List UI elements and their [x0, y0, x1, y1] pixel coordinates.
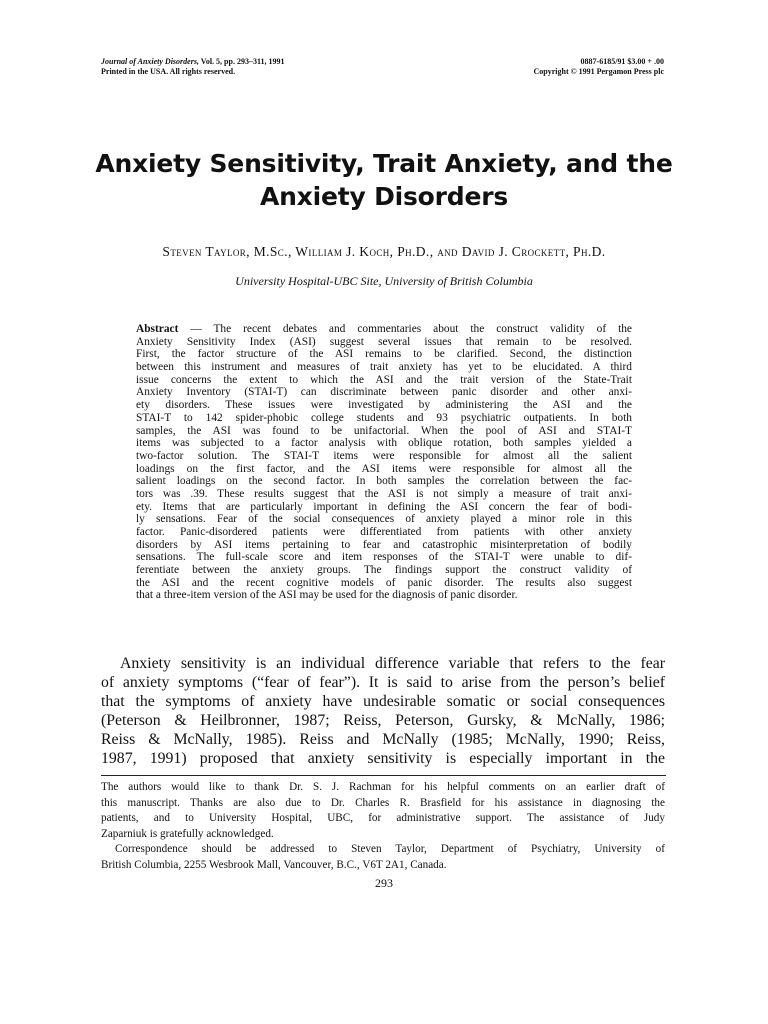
- title-line-2: Anxiety Disorders: [259, 182, 509, 211]
- abstract-line: samples, the ASI was found to be unifactorial. When the pool of ASI and STAI-T: [136, 424, 632, 437]
- abstract-line: loadings on the first factor, and the ASI items were responsible for almost all the: [136, 462, 632, 475]
- footnote-divider: [101, 775, 666, 776]
- affiliation: University Hospital-UBC Site, University of British Columbia: [235, 274, 533, 288]
- abstract-label: Abstract: [136, 323, 179, 335]
- footnote-line: patients, and to University Hospital, UBC, for administrative support. The assistance of Judy: [101, 812, 665, 825]
- footnote-line: Zaparniuk is gratefully acknowledged.: [101, 827, 274, 840]
- abstract-line: ly sensations. Fear of the social consequences of anxiety played a minor role in this: [136, 513, 632, 526]
- abstract-line: issue concerns the extent to which the ASI and the trait version of the State-Trait: [136, 373, 632, 386]
- footnote: [101, 780, 665, 874]
- abstract-line: Anxiety Sensitivity Index (ASI) suggest several issues that remain to be resolved.: [136, 335, 632, 348]
- footnote-line: The authors would like to thank Dr. S. J. Rachman for his helpful comments on an earlier draft of: [101, 781, 665, 793]
- abstract-line: two-factor solution. The STAI-T items were responsible for almost all the salient: [136, 449, 632, 462]
- journal-name: Journal of Anxiety Disorders,: [101, 57, 199, 66]
- printed-notice: Printed in the USA. All rights reserved.: [101, 67, 236, 76]
- body-line: Reiss & McNally, 1985). Reiss and McNally (1985; McNally, 1990; Reiss,: [101, 731, 665, 748]
- journal-citation-header: [101, 57, 285, 77]
- body-line: that the symptoms of anxiety have undesirable somatic or social consequences: [101, 693, 665, 710]
- abstract-line: First, the factor structure of the ASI remains to be clarified. Second, the distinction: [136, 348, 632, 361]
- abstract-line: ferentiate between the anxiety groups. The findings support the construct validity of: [136, 564, 632, 577]
- body-line: Anxiety sensitivity is an individual difference variable that refers to the fear: [120, 655, 665, 672]
- abstract-line: Anxiety Inventory (STAI-T) can discriminate between panic disorder and other anxi-: [136, 386, 632, 399]
- author-list: Steven Taylor, M.Sc., William J. Koch, Ph.D., and David J. Crockett, Ph.D.: [162, 244, 606, 259]
- abstract: [136, 323, 632, 602]
- abstract-line: salient loadings on the second factor. In both samples the correlation between the fac-: [136, 475, 632, 488]
- price-code: 0887-6185/91 $3.00 + .00: [580, 57, 664, 66]
- abstract-line: STAI-T to 142 spider-phobic college students and 93 psychiatric outpatients. In both: [136, 411, 632, 424]
- paper-title: [80, 147, 688, 213]
- body-line: (Peterson & Heilbronner, 1987; Reiss, Peterson, Gursky, & McNally, 1986;: [101, 712, 665, 729]
- title-line-1: Anxiety Sensitivity, Trait Anxiety, and the: [95, 149, 673, 178]
- footnote-line: this manuscript. Thanks are also due to Dr. Charles R. Brasfield for his assistance in diagnosing the: [101, 796, 665, 809]
- journal-details: Vol. 5, pp. 293–311, 1991: [198, 57, 285, 66]
- abstract-line: ety disorders. These issues were investigated by administering the ASI and the: [136, 399, 632, 412]
- copyright-header: [534, 57, 664, 77]
- body-line: of anxiety symptoms (“fear of fear”). It is said to arise from the person’s belief: [101, 674, 665, 691]
- abstract-line: items was subjected to a factor analysis with oblique rotation, both samples yielded a: [136, 437, 632, 450]
- footnote-line: Correspondence should be addressed to Steven Taylor, Department of Psychiatry, University of: [115, 843, 665, 856]
- abstract-line: tors was .39. These results suggest that the ASI is not simply a measure of trait anxi-: [136, 487, 632, 500]
- footnote-line: British Columbia, 2255 Wesbrook Mall, Vancouver, B.C., V6T 2A1, Canada.: [101, 858, 447, 871]
- copyright-notice: Copyright © 1991 Pergamon Press plc: [533, 67, 664, 76]
- abstract-line: disorders by ASI items pertaining to fear and catastrophic misinterpretation of bodily: [136, 538, 632, 551]
- body-line: 1987, 1991) proposed that anxiety sensitivity is especially important in the: [101, 750, 665, 767]
- abstract-line: ety. Items that are particularly important in defining the ASI concern the fear of bodi-: [136, 500, 632, 513]
- abstract-line: factor. Panic-disordered patients were differentiated from patients with other anxiety: [136, 526, 632, 538]
- page-number: 293: [375, 876, 393, 890]
- abstract-line: sensations. The full-scale score and item responses of the STAI-T were unable to dif-: [136, 551, 632, 564]
- abstract-line: Abstract — The recent debates and commentaries about the construct validity of the: [136, 323, 632, 335]
- abstract-line: the ASI and the recent cognitive models of panic disorder. The results also suggest: [136, 576, 632, 589]
- abstract-line: between this instrument and measures of trait anxiety has yet to be elucidated. A third: [136, 361, 632, 374]
- abstract-line: that a three-item version of the ASI may be used for the diagnosis of panic disorder.: [136, 589, 518, 602]
- journal-citation: [101, 57, 285, 67]
- body-paragraph: [101, 654, 665, 768]
